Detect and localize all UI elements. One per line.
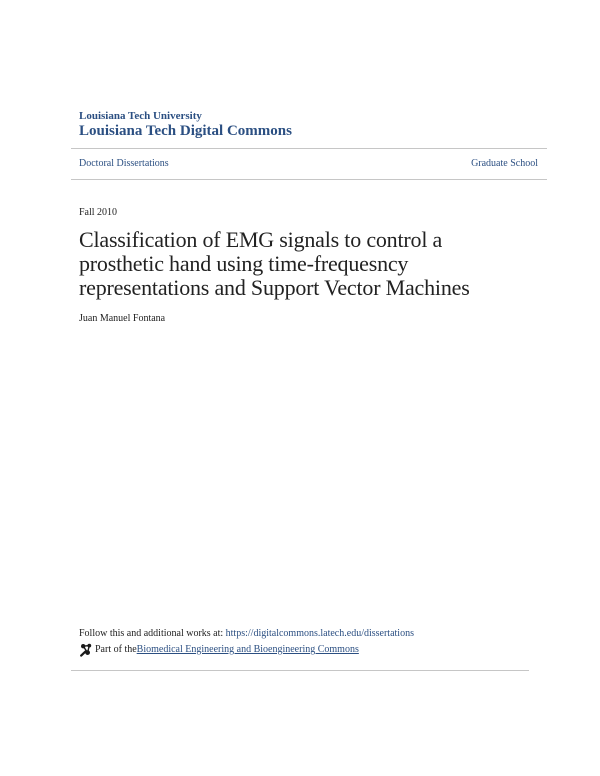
divider-bottom xyxy=(71,670,529,671)
repository-name[interactable]: Louisiana Tech Digital Commons xyxy=(79,123,292,139)
partof-text: Part of the xyxy=(95,644,137,655)
dissertations-url-link[interactable]: https://digitalcommons.latech.edu/dissertations xyxy=(225,628,414,639)
divider-top xyxy=(71,148,547,149)
partof-line xyxy=(79,643,359,657)
title-line: representations and Support Vector Machines xyxy=(79,275,470,300)
follow-line xyxy=(79,627,414,640)
document-title xyxy=(79,228,519,300)
title-line: prosthetic hand using time-frequesncy xyxy=(79,251,409,276)
follow-text: Follow this and additional works at: xyxy=(79,628,226,639)
network-icon xyxy=(79,643,93,657)
publication-date: Fall 2010 xyxy=(79,207,118,218)
title-line: Classification of EMG signals to control a xyxy=(79,227,443,252)
school-link[interactable]: Graduate School xyxy=(471,158,538,169)
university-name: Louisiana Tech University xyxy=(79,110,202,122)
author-name: Juan Manuel Fontana xyxy=(79,313,166,324)
divider-middle xyxy=(71,179,547,180)
collection-link[interactable]: Doctoral Dissertations xyxy=(79,158,169,169)
commons-link[interactable]: Biomedical Engineering and Bioengineering Commons xyxy=(136,644,359,655)
